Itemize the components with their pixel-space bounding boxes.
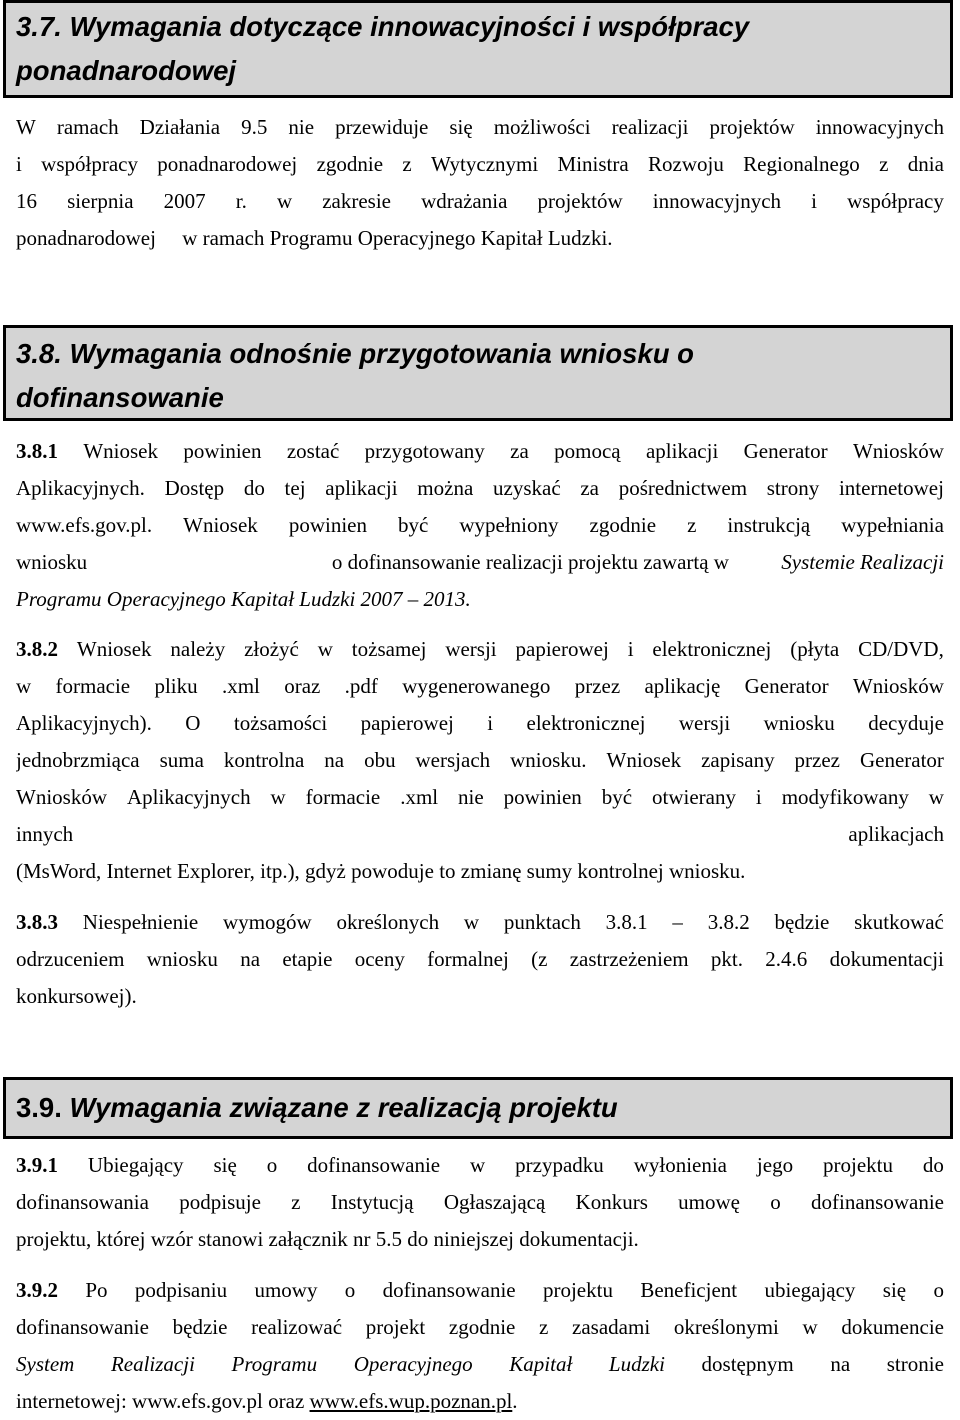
- justified-line: [16, 904, 944, 941]
- word: (płyta: [790, 637, 840, 661]
- paragraph-number: 3.8.2: [16, 637, 58, 661]
- word: powinien: [288, 513, 367, 537]
- word: Aplikacyjnych: [126, 785, 251, 809]
- word: Wytycznymi: [431, 152, 539, 176]
- word: 3.8.1: [605, 910, 648, 934]
- word: aplikacjach: [848, 822, 944, 846]
- heading-line: 3.8. Wymagania odnośnie przygotowania wniosku o: [16, 338, 694, 369]
- word: dokumentacji: [829, 947, 944, 971]
- word: w: [16, 674, 32, 698]
- word: w: [470, 1153, 486, 1177]
- justified-line: [16, 544, 944, 581]
- word: Wniosek: [606, 748, 682, 772]
- word: z: [687, 513, 697, 537]
- word: zapisany: [701, 748, 775, 772]
- word: pomocą: [554, 439, 621, 463]
- word: tożsamości: [233, 711, 328, 735]
- word: będzie: [774, 910, 830, 934]
- justified-line: [16, 1309, 944, 1346]
- word: o: [266, 1153, 278, 1177]
- text: internetowej: www.efs.gov.pl oraz: [16, 1389, 310, 1413]
- word: i: [627, 637, 634, 661]
- word: Instytucją: [330, 1190, 414, 1214]
- justified-line: [16, 816, 944, 853]
- word: innych: [16, 822, 74, 846]
- word: jednobrzmiąca: [16, 748, 140, 772]
- italic-title: Systemie Realizacji: [781, 550, 944, 574]
- word: oraz: [284, 674, 321, 698]
- word: przypadku: [515, 1153, 604, 1177]
- paragraph-number: 3.9.2: [16, 1278, 58, 1302]
- section-3-8-heading: [3, 325, 953, 421]
- paragraph-line: projektu, której wzór stanowi załącznik nr 5.5 do niniejszej dokumentacji.: [16, 1227, 639, 1251]
- justified-line: [16, 779, 944, 816]
- word: zgodnie: [448, 1315, 516, 1339]
- word: skutkować: [854, 910, 944, 934]
- word: Aplikacyjnych.: [16, 476, 145, 500]
- word: być: [398, 513, 429, 537]
- word: oceny: [354, 947, 405, 971]
- word: Generator: [743, 439, 828, 463]
- justified-line: [16, 668, 944, 705]
- word: sierpnia: [67, 189, 134, 213]
- word: wniosku.: [510, 748, 587, 772]
- word: Wniosek: [83, 439, 158, 463]
- paragraph-3-8-3: [16, 904, 944, 1015]
- word: realizować: [251, 1315, 343, 1339]
- word: zasadami: [572, 1315, 651, 1339]
- word: formacie: [305, 785, 381, 809]
- word: W: [16, 115, 36, 139]
- word: określonymi: [673, 1315, 779, 1339]
- word: się: [882, 1278, 907, 1302]
- word: .xml: [221, 674, 260, 698]
- url-text: www.efs.gov.pl.: [16, 513, 153, 537]
- word: pkt.: [710, 947, 743, 971]
- word: Wniosek: [76, 637, 152, 661]
- word: za: [510, 439, 529, 463]
- word: o: [344, 1278, 356, 1302]
- word: Realizacji: [110, 1352, 195, 1376]
- word: Po: [85, 1278, 108, 1302]
- heading-line: dofinansowanie: [16, 382, 224, 413]
- word: określonych: [336, 910, 440, 934]
- word: w: [270, 785, 286, 809]
- word: wyłonienia: [633, 1153, 727, 1177]
- word: złożyć: [244, 637, 299, 661]
- word: wypełniony: [459, 513, 559, 537]
- word: o: [933, 1278, 944, 1302]
- word: zgodnie: [316, 152, 384, 176]
- word: wniosku: [146, 947, 218, 971]
- paragraph-3-8-1: [16, 433, 944, 618]
- paragraph-line: ponadnarodowej w ramach Programu Operacyjnego Kapitał Ludzki.: [16, 226, 613, 250]
- word: współpracy: [41, 152, 138, 176]
- justified-line: [16, 631, 944, 668]
- word: formalnej: [427, 947, 509, 971]
- word: elektronicznej: [652, 637, 772, 661]
- word: do: [922, 1153, 944, 1177]
- word: formacie: [55, 674, 131, 698]
- word: przez: [574, 674, 621, 698]
- word: System: [16, 1352, 75, 1376]
- word: odrzuceniem: [16, 947, 125, 971]
- word: zastrzeżeniem: [569, 947, 689, 971]
- word: wniosku: [763, 711, 835, 735]
- word: z: [402, 152, 412, 176]
- word: pliku: [154, 674, 198, 698]
- word: projekt: [365, 1315, 426, 1339]
- word: instrukcją: [727, 513, 811, 537]
- word: realizacji: [611, 115, 689, 139]
- word: i: [755, 785, 762, 809]
- word: Konkurs: [575, 1190, 648, 1214]
- word: być: [601, 785, 633, 809]
- word: O: [185, 711, 201, 735]
- word: dofinansowanie: [16, 1315, 149, 1339]
- word: r.: [235, 189, 247, 213]
- word: dofinansowanie: [382, 1278, 516, 1302]
- word: innowacyjnych: [815, 115, 944, 139]
- section-3-7-paragraph: [16, 109, 944, 257]
- word: zakresie: [322, 189, 392, 213]
- word: nie: [458, 785, 484, 809]
- word: w: [928, 785, 944, 809]
- word: podpisuje: [179, 1190, 261, 1214]
- justified-line: [16, 470, 944, 507]
- word: wniosku: [16, 550, 88, 574]
- website-link[interactable]: www.efs.wup.poznan.pl: [309, 1389, 513, 1413]
- word: wersji: [678, 711, 731, 735]
- word: dnia: [907, 152, 944, 176]
- word: należy: [170, 637, 226, 661]
- word: dofinansowanie: [811, 1190, 944, 1214]
- word: pośrednictwem: [618, 476, 748, 500]
- word: Operacyjnego: [353, 1352, 473, 1376]
- word: punktach: [503, 910, 581, 934]
- heading-text: Wymagania związane z realizacją projektu: [69, 1092, 618, 1123]
- paragraph-number: 3.8.1: [16, 439, 58, 463]
- word: będzie: [172, 1315, 228, 1339]
- word: 16: [16, 189, 37, 213]
- word: Generator: [859, 748, 944, 772]
- word: Beneficjent: [640, 1278, 738, 1302]
- justified-line: [16, 146, 944, 183]
- word: Ludzki: [608, 1352, 665, 1376]
- justified-line: [16, 433, 944, 470]
- section-3-7-heading: [3, 0, 953, 98]
- word: Ministra: [557, 152, 629, 176]
- word: Niespełnienie: [82, 910, 199, 934]
- justified-line: [16, 109, 944, 146]
- word: się: [449, 115, 473, 139]
- word: suma: [159, 748, 204, 772]
- heading-line: ponadnarodowej: [16, 55, 236, 86]
- word: Regionalnego: [743, 152, 860, 176]
- word: innowacyjnych: [652, 189, 782, 213]
- word: .pdf: [344, 674, 378, 698]
- word: dokumencie: [841, 1315, 944, 1339]
- justified-line: [16, 742, 944, 779]
- word: 9.5: [241, 115, 268, 139]
- word: Wniosek: [183, 513, 258, 537]
- word: współpracy: [847, 189, 944, 213]
- word: decyduje: [868, 711, 944, 735]
- word: Wniosków: [16, 785, 107, 809]
- word: nie: [288, 115, 315, 139]
- word: strony: [766, 476, 820, 500]
- word: aplikacji: [325, 476, 398, 500]
- word: Dostęp: [164, 476, 225, 500]
- word: i: [487, 711, 494, 735]
- word: ramach: [56, 115, 119, 139]
- word: z: [539, 1315, 549, 1339]
- paragraph-line: konkursowej).: [16, 984, 137, 1008]
- word: na: [830, 1352, 851, 1376]
- word: powinien: [503, 785, 582, 809]
- paragraph-number: 3.9.1: [16, 1153, 58, 1177]
- justified-line: [16, 705, 944, 742]
- word: otwierany: [652, 785, 736, 809]
- word: Wniosków: [852, 439, 944, 463]
- text: .: [512, 1389, 518, 1413]
- word: projektu: [542, 1278, 613, 1302]
- word: jego: [756, 1153, 794, 1177]
- paragraph-3-9-2: [16, 1272, 944, 1420]
- word: kontrolna: [223, 748, 305, 772]
- word: tej: [284, 476, 306, 500]
- heading-number: 3.9.: [16, 1092, 62, 1123]
- word: przez: [794, 748, 841, 772]
- word: 2007: [163, 189, 206, 213]
- word: w: [463, 910, 480, 934]
- justified-line: [16, 1184, 944, 1221]
- word: w: [276, 189, 293, 213]
- word: papierowej: [515, 637, 609, 661]
- word: dofinansowanie: [307, 1153, 441, 1177]
- word: wdrażania: [421, 189, 508, 213]
- word: internetowej: [838, 476, 944, 500]
- word: wymogów: [223, 910, 312, 934]
- word: umowę: [678, 1190, 740, 1214]
- word: modyfikowany: [781, 785, 909, 809]
- section-3-9-heading: [3, 1077, 953, 1139]
- word: na: [324, 748, 345, 772]
- word: Generator: [744, 674, 829, 698]
- paragraph-line: (MsWord, Internet Explorer, itp.), gdyż powoduje to zmianę sumy kontrolnej wniosku.: [16, 859, 746, 883]
- word: o: [770, 1190, 781, 1214]
- word: z: [291, 1190, 301, 1214]
- word: projektów: [537, 189, 623, 213]
- word: Kapitał: [509, 1352, 573, 1376]
- heading-line: 3.7. Wymagania dotyczące innowacyjności i współpracy: [16, 11, 750, 42]
- word: etapie: [282, 947, 333, 971]
- justified-line: [16, 183, 944, 220]
- word: na: [240, 947, 261, 971]
- word: wypełniania: [841, 513, 944, 537]
- word: projektów: [709, 115, 795, 139]
- justified-line: [16, 1147, 944, 1184]
- word: podpisaniu: [134, 1278, 228, 1302]
- word: Programu: [231, 1352, 318, 1376]
- word: powinien: [183, 439, 262, 463]
- paragraph-3-9-1: [16, 1147, 944, 1258]
- word: można: [417, 476, 474, 500]
- word: Wniosków: [852, 674, 944, 698]
- word: umowy: [254, 1278, 318, 1302]
- word: stronie: [886, 1352, 944, 1376]
- word: aplikację: [644, 674, 721, 698]
- word: Aplikacyjnych).: [16, 711, 152, 735]
- word: –: [672, 910, 683, 934]
- word: i: [811, 189, 817, 213]
- word: wersjach: [415, 748, 491, 772]
- word: w: [802, 1315, 818, 1339]
- justified-line: [16, 1272, 944, 1309]
- word: przewiduje: [335, 115, 429, 139]
- justified-line: [16, 1346, 944, 1383]
- justified-line: [16, 507, 944, 544]
- word: elektronicznej: [526, 711, 646, 735]
- word: możliwości: [493, 115, 591, 139]
- word: w: [317, 637, 333, 661]
- paragraph-number: 3.8.3: [16, 910, 58, 934]
- word: i: [16, 152, 22, 176]
- word: projektu: [823, 1153, 893, 1177]
- word: aplikacji: [645, 439, 719, 463]
- word: przygotowany: [364, 439, 485, 463]
- word: ponadnarodowej: [157, 152, 298, 176]
- word: uzyskać: [493, 476, 561, 500]
- word: 2.4.6: [765, 947, 808, 971]
- word: dostępnym: [701, 1352, 794, 1376]
- word: dofinansowania: [16, 1190, 149, 1214]
- word: wygenerowanego: [402, 674, 551, 698]
- word: z: [879, 152, 889, 176]
- word: ubiegający: [764, 1278, 856, 1302]
- word: Działania: [139, 115, 221, 139]
- word: tożsamej: [351, 637, 427, 661]
- word: 3.8.2: [707, 910, 750, 934]
- word: za: [580, 476, 600, 500]
- word: obu: [364, 748, 396, 772]
- word: się: [213, 1153, 237, 1177]
- paragraph-line: [16, 1383, 944, 1420]
- word: Ubiegający: [87, 1153, 184, 1177]
- word: (z: [531, 947, 548, 971]
- word: o dofinansowanie realizacji projektu zawartą w: [331, 550, 729, 574]
- italic-line: Programu Operacyjnego Kapitał Ludzki 2007 – 2013.: [16, 587, 471, 611]
- paragraph-3-8-2: [16, 631, 944, 890]
- word: CD/DVD,: [858, 637, 944, 661]
- word: zostać: [286, 439, 340, 463]
- word: Ogłaszającą: [443, 1190, 546, 1214]
- word: do: [243, 476, 265, 500]
- word: Rozwoju: [648, 152, 724, 176]
- word: zgodnie: [589, 513, 657, 537]
- justified-line: [16, 941, 944, 978]
- word: wersji: [445, 637, 497, 661]
- word: papierowej: [360, 711, 454, 735]
- word: .xml: [400, 785, 439, 809]
